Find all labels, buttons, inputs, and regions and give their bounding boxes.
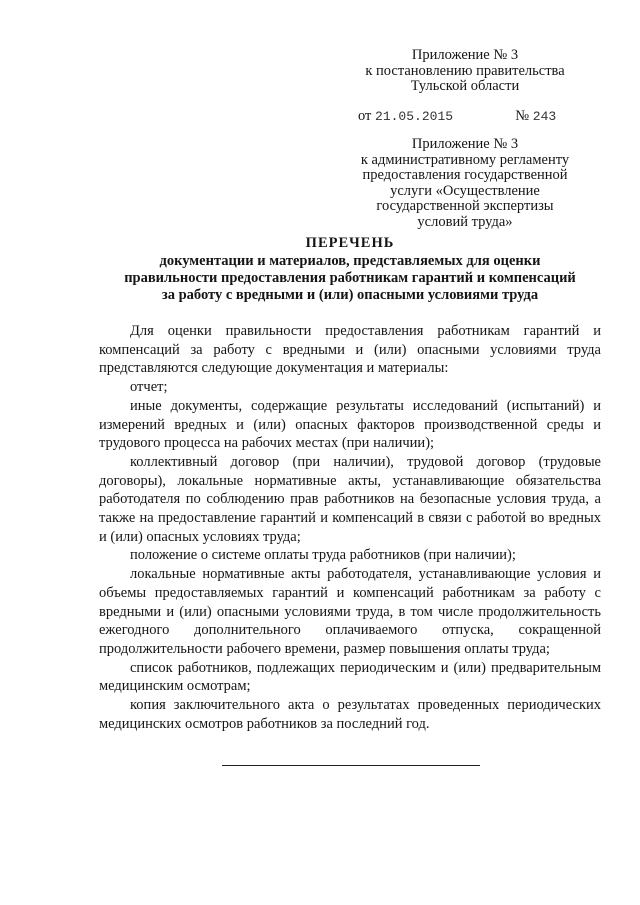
attachment-reference: к административному регламенту — [360, 151, 570, 168]
list-item: иные документы, содержащие результаты исследований (испытаний) и измерений вредных и (или) опасных факторов производственной среды и трудового процесса на рабочих местах (при наличии); — [99, 397, 601, 452]
attachment-reference: предоставления государственной — [362, 167, 568, 183]
attachment-number: Приложение № 3 — [411, 136, 519, 152]
attachment-reference: государственной экспертизы — [376, 198, 554, 214]
intro-paragraph: Для оценки правильности предоставления работникам гарантий и компенсаций за работу с вредными и (или) опасными условиями труда представляются следующие документация и материалы: — [99, 323, 601, 377]
list-item: отчет; — [130, 379, 168, 396]
list-item: положение о системе оплаты труда работников (при наличии); — [130, 547, 516, 564]
document-title-block — [90, 235, 610, 304]
number-label: № — [515, 108, 530, 124]
document-title: ПЕРЕЧЕНЬ — [305, 235, 395, 251]
attachment-header-regulation — [340, 137, 590, 230]
document-body — [99, 322, 601, 733]
attachment-header-resolution — [340, 48, 590, 95]
list-item: коллективный договор (при наличии), трудовой договор (трудовые договоры), локальные нормативные акты, устанавливающие обязательства работодателя по соблюдению прав работников на безопасные условия труда, а также на предоставление гарантий и компенсаций в связи с работой во вредных и (или) опасных условиях труда; — [99, 453, 601, 545]
list-item: локальные нормативные акты работодателя, устанавливающие условия и объемы предоставляемых гарантий и компенсаций работникам за работу с вредными и (или) опасными условиями труда, в том числе продолжительность ежегодного дополнительного оплачиваемого отпуска, сокращенной продолжительности рабочего времени, размер повышения оплаты труда; — [99, 566, 601, 657]
attachment-number: Приложение № 3 — [411, 47, 519, 63]
list-item: копия заключительного акта о результатах проведенных периодических медицинских осмотров работников за последний год. — [99, 697, 601, 732]
list-item: список работников, подлежащих периодическим и (или) предварительным медицинским осмотрам; — [99, 659, 601, 695]
resolution-date-number — [358, 108, 578, 125]
attachment-reference: условий труда» — [417, 213, 513, 230]
document-subtitle: за работу с вредными и (или) опасными условиями труда — [161, 287, 539, 303]
document-subtitle: документации и материалов, представляемых для оценки — [159, 253, 541, 269]
closing-divider — [222, 765, 480, 766]
attachment-reference: услуги «Осуществление — [390, 182, 540, 199]
resolution-date: 21.05.2015 — [375, 109, 454, 124]
attachment-region: Тульской области — [410, 78, 520, 94]
document-subtitle: правильности предоставления работникам гарантий и компенсаций — [124, 270, 576, 286]
date-prefix: от — [358, 108, 372, 124]
attachment-reference: к постановлению правительства — [365, 62, 565, 79]
resolution-number: 243 — [532, 109, 557, 124]
